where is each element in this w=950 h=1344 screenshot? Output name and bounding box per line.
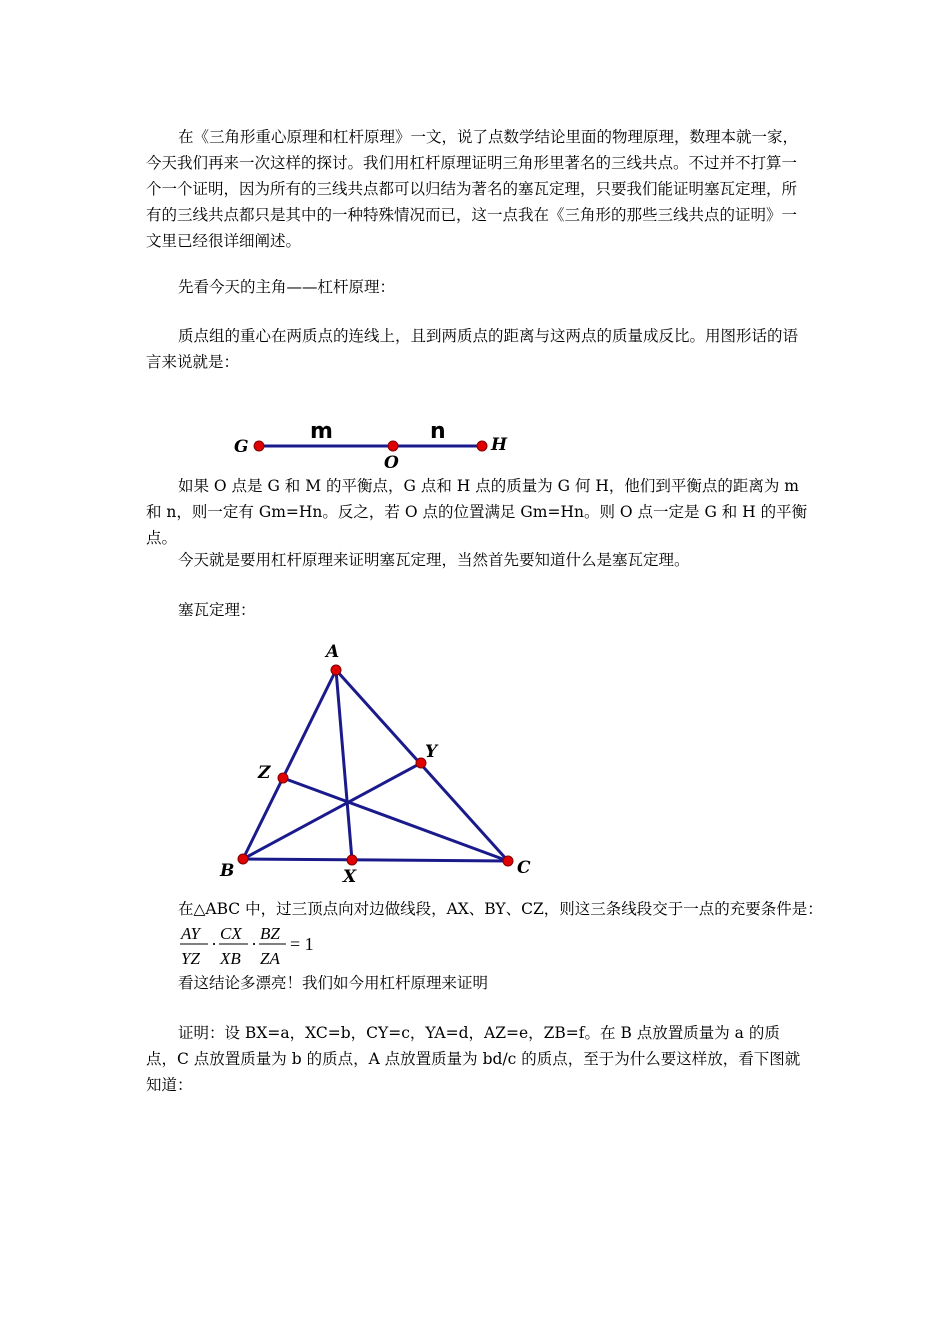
ceva-statement: 在△ABC 中，过三顶点向对边做线段，AX、BY、CZ，则这三条线段交于一点的充要条件是： xyxy=(178,900,823,918)
lever-principle-text: 质点组的重心在两质点的连线上，且到两质点的距离与这两点的质量成反比。用图形话的语言来说就是： xyxy=(146,327,799,371)
lever-intro: 先看今天的主角——杠杆原理： xyxy=(178,278,396,296)
point-o xyxy=(388,441,398,451)
formula-n2: CX xyxy=(220,924,242,943)
balance-point-text: 如果 O 点是 G 和 M 的平衡点，G 点和 H 点的质量为 G 何 H，他们到平衡点的距离为 m 和 n，则一定有 Gm=Hn。反之，若 O 点的位置满足 Gm=Hn。则 O 点一定是 G 和 H 的平衡点。 xyxy=(146,477,808,547)
point-c xyxy=(503,856,513,866)
label-x: X xyxy=(343,867,357,887)
cevian-ax xyxy=(336,670,352,860)
point-h xyxy=(477,441,487,451)
point-a xyxy=(331,665,341,675)
formula-d3: ZA xyxy=(260,949,280,968)
ceva-heading: 塞瓦定理： xyxy=(178,601,256,619)
label-g: G xyxy=(234,437,249,457)
formula-n1: AY xyxy=(181,924,200,943)
label-c: C xyxy=(517,858,531,878)
ceva-formula xyxy=(178,920,338,970)
label-z: Z xyxy=(258,763,271,783)
label-m: m xyxy=(310,419,333,444)
point-x xyxy=(347,855,357,865)
formula-d2: XB xyxy=(220,949,241,968)
triangle-figure xyxy=(210,640,550,890)
formula-rhs: = 1 xyxy=(290,934,314,954)
label-h: H xyxy=(491,435,508,455)
ceva-goal-text: 今天就是要用杠杆原理来证明塞瓦定理，当然首先要知道什么是塞瓦定理。 xyxy=(178,551,690,569)
conclusion-remark: 看这结论多漂亮！我们如今用杠杆原理来证明 xyxy=(178,974,489,992)
proof-paragraph: 证明：设 BX=a，XC=b，CY=c，YA=d，AZ=e，ZB=f。在 B 点放置质量为 a 的质点，C 点放置质量为 b 的质点，A 点放置质量为 bd/c 的质点，至于为什么要这样放，看下图就知道： xyxy=(146,1024,801,1094)
formula-dot-1: · xyxy=(211,934,217,954)
formula-d1: YZ xyxy=(181,949,200,968)
side-ab xyxy=(243,670,336,859)
formula-dot-2: · xyxy=(251,934,257,954)
lever-figure xyxy=(220,410,530,475)
label-y: Y xyxy=(425,742,438,762)
side-bc xyxy=(243,859,508,861)
label-b: B xyxy=(220,861,235,881)
formula-n3: BZ xyxy=(260,924,280,943)
point-b xyxy=(238,854,248,864)
label-n: n xyxy=(430,419,446,444)
intro-paragraph: 在《三角形重心原理和杠杆原理》一文，说了点数学结论里面的物理原理，数理本就一家，今天我们再来一次这样的探讨。我们用杠杆原理证明三角形里著名的三线共点。不过并不打算一个一个证明，因为所有的三线共点都可以归结为著名的塞瓦定理，只要我们能证明塞瓦定理，所有的三线共点都只是其中的一种特殊情况而已，这一点我在《三角形的那些三线共点的证明》一文里已经很详细阐述。 xyxy=(146,128,799,250)
label-o: O xyxy=(384,453,399,473)
label-a: A xyxy=(326,642,340,662)
point-z xyxy=(278,773,288,783)
point-g xyxy=(254,441,264,451)
